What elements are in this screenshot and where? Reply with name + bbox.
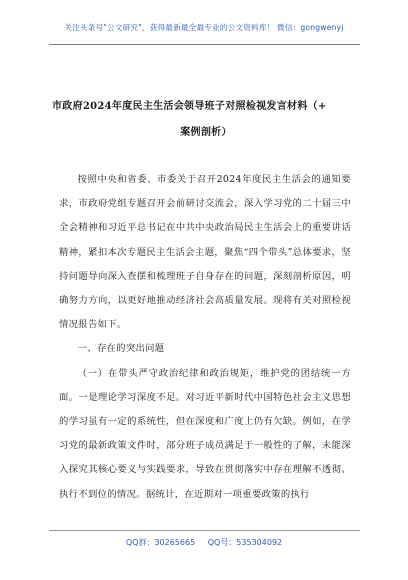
footer-qq-number: QQ号：535304092 xyxy=(207,538,283,547)
document-title-line-1: 市政府2024年度民主生活会领导班子对照检视发言材料（+ xyxy=(52,101,327,112)
document-title-line-2: 案例剖析） xyxy=(180,127,232,138)
footer-qq-group: QQ群：30265665 xyxy=(125,538,196,547)
footer-divider xyxy=(49,530,360,531)
header-divider xyxy=(49,44,360,45)
footer xyxy=(0,537,408,548)
body-paragraph: （一）在带头严守政治纪律和政治规矩，维护党的团结统一方面。一是理论学习深度不足。对习近平新时代中国特色社会主义思想的学习虽有一定的系统性，但在深度和广度上仍有欠缺。例如，在学习党的最新政策文件时，部分班子成员满足于一般性的了解，未能深入探究其核心要义与实践要求，导致在贯彻落实中存在理解不透彻、执行不到位的情况。据统计，在近期对一项重要政策的执行 xyxy=(59,367,351,500)
section-heading: 一、存在的突出问题 xyxy=(77,343,165,355)
header-banner: 关注头条号"公文研究"，获得最新最全最专业的公文资料库！ 微信：gongwenyj xyxy=(64,23,344,32)
intro-paragraph: 按照中央和省委、市委关于召开2024年度民主生活会的通知要求，市政府党组专题召开会前研讨交流会，深入学习党的二十届三中全会精神和习近平总书记在中共中央政治局民主生活会上的重要讲话精神，紧扣本次专题民主生活会主题，聚焦“四个带头”总体要求，坚持问题导向深入查摆和梳理班子自身存在的问题，深刻剖析原因，明确努力方向，以更好地推动经济社会高质量发展。现将有关对照检视情况报告如下。 xyxy=(59,174,351,331)
document-body xyxy=(59,168,351,507)
